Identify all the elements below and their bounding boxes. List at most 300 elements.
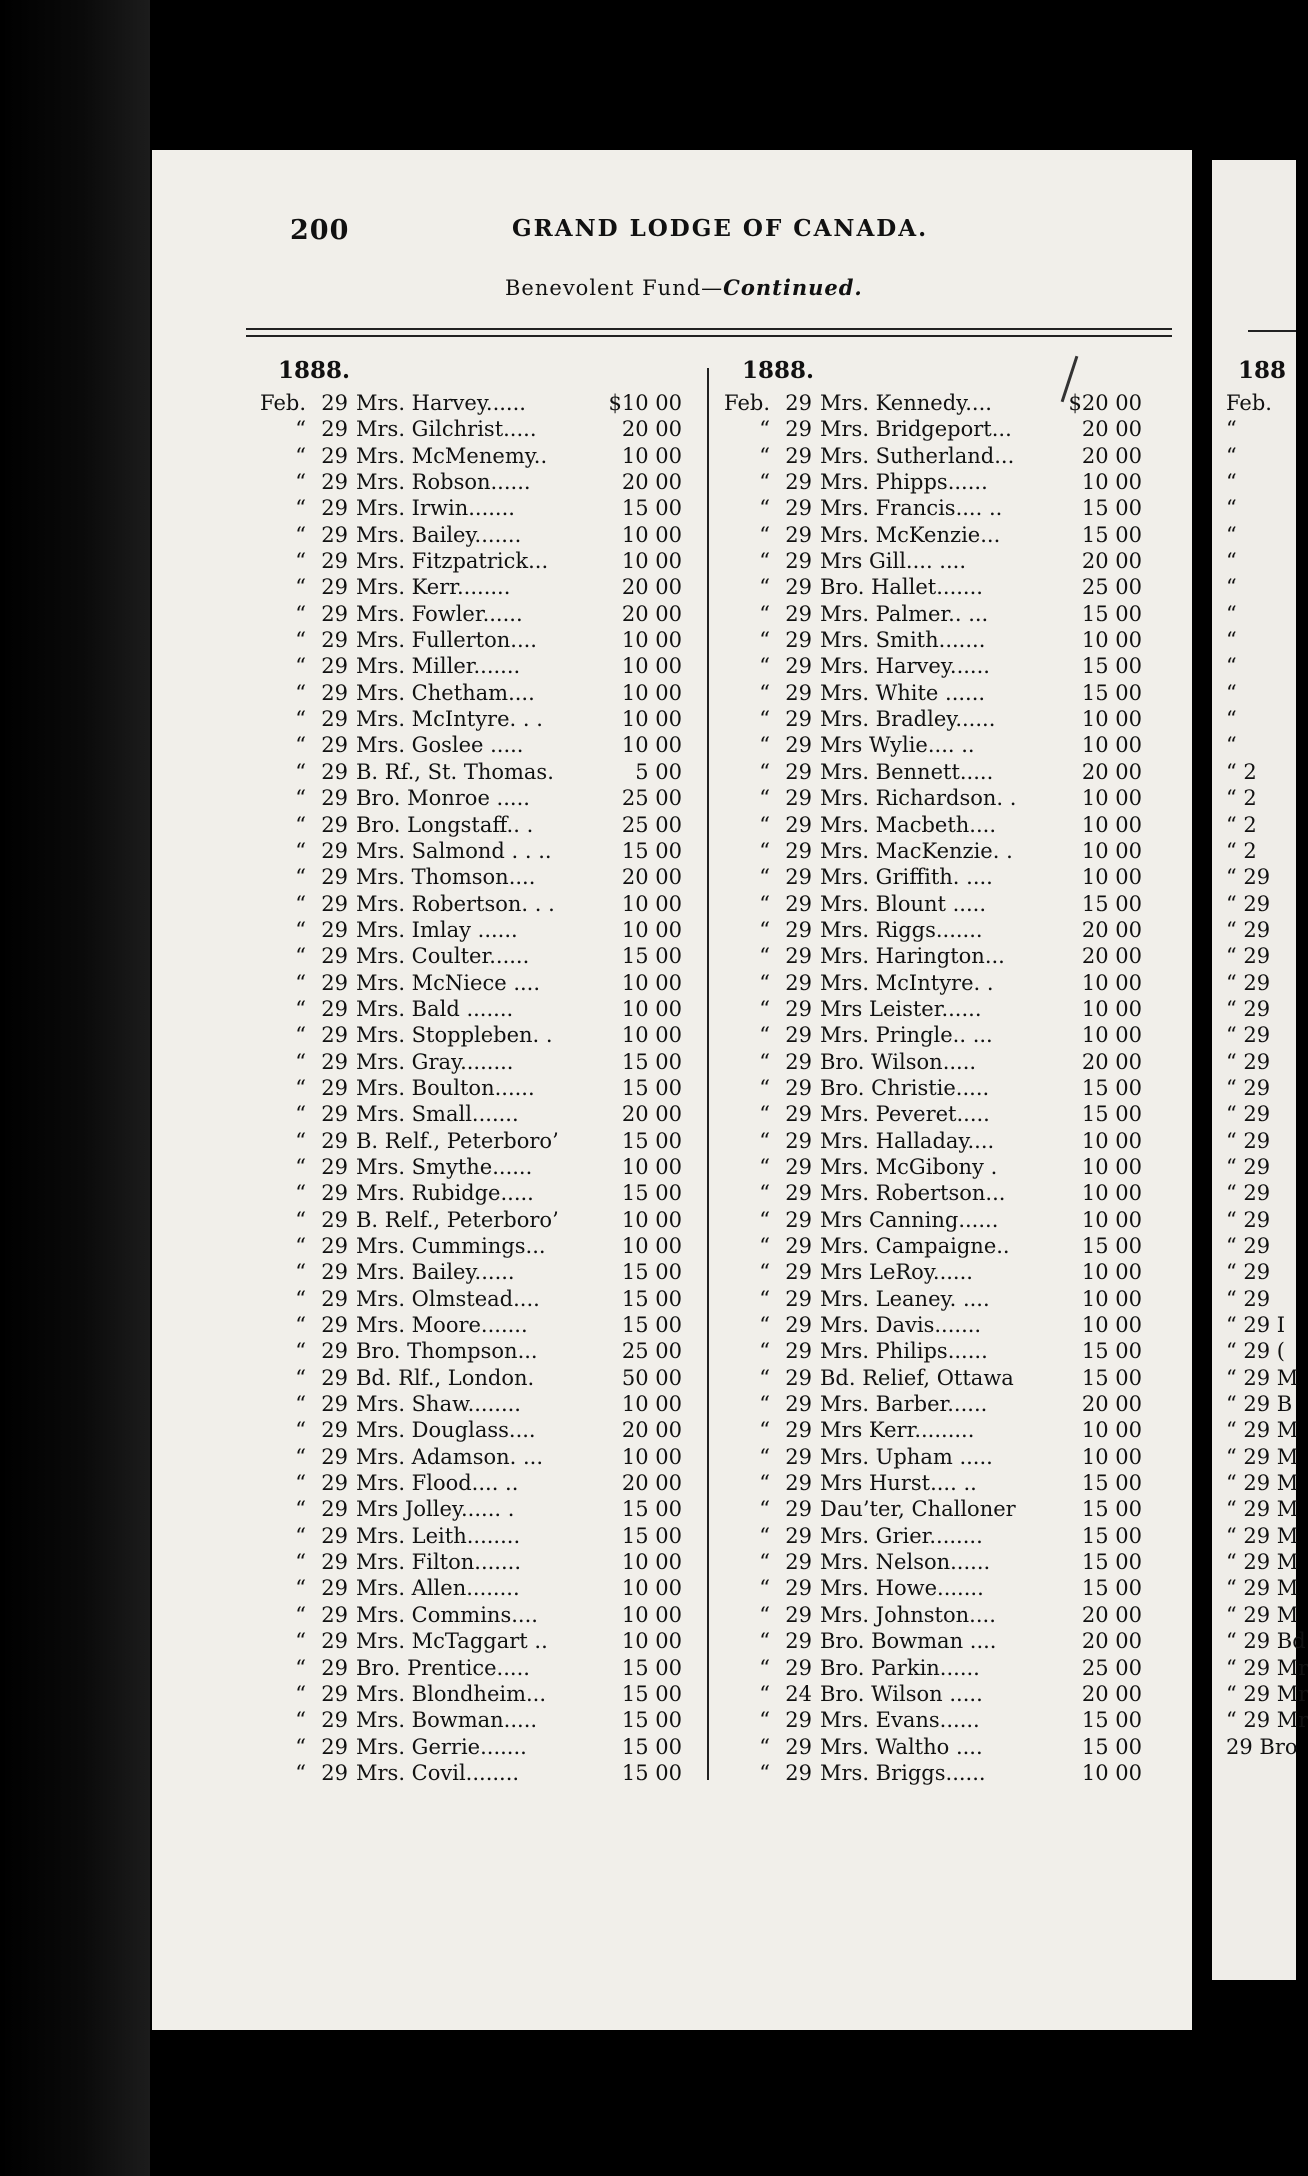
ledger-row xyxy=(248,653,682,679)
entry-month: “ xyxy=(759,1602,770,1627)
entry-month: “ xyxy=(759,1154,770,1179)
entry-amount: 20 00 xyxy=(621,1418,682,1443)
entry-month: “ xyxy=(759,970,770,995)
entry-month: “ xyxy=(295,522,306,547)
ledger-row xyxy=(248,1628,682,1654)
entry-month: “ xyxy=(295,680,306,705)
entry-day: 29 xyxy=(321,1260,348,1285)
entry-amount: 10 00 xyxy=(1081,996,1142,1021)
ledger-row xyxy=(712,1233,1142,1259)
entry-amount: 10 00 xyxy=(621,996,682,1021)
ledger-row xyxy=(712,1734,1142,1760)
entry-day: 29 xyxy=(321,1128,348,1153)
entry-day: 29 xyxy=(785,522,812,547)
entry-amount: 20 00 xyxy=(621,1471,682,1496)
entry-name: Mrs Jolley...... . xyxy=(356,1497,515,1522)
entry-name: Mrs. Bradley...... xyxy=(820,707,996,732)
ledger-row xyxy=(248,996,682,1022)
entry-month: “ xyxy=(759,654,770,679)
entry-amount: 15 00 xyxy=(621,1734,682,1759)
entry-day: 29 xyxy=(785,417,812,442)
ledger-row xyxy=(248,680,682,706)
entry-month: “ xyxy=(759,1286,770,1311)
entry-month: “ xyxy=(295,1681,306,1706)
entry-amount: 25 00 xyxy=(1081,1655,1142,1680)
ledger-row xyxy=(712,1312,1142,1338)
next-page-row-fragment: “ xyxy=(1226,654,1237,679)
entry-amount: 20 00 xyxy=(1081,549,1142,574)
entry-name: Mrs. Harington... xyxy=(820,944,1005,969)
page-number: 200 xyxy=(290,215,350,246)
next-page-row-fragment: 29 Bro xyxy=(1226,1734,1298,1759)
ledger-row xyxy=(248,1470,682,1496)
entry-month: “ xyxy=(759,1313,770,1338)
entry-month: “ xyxy=(759,917,770,942)
entry-month: “ xyxy=(759,1681,770,1706)
entry-amount: 10 00 xyxy=(621,1550,682,1575)
entry-name: Mrs. Bowman..... xyxy=(356,1708,538,1733)
entry-day: 29 xyxy=(321,1734,348,1759)
ledger-row xyxy=(712,469,1142,495)
entry-month: “ xyxy=(295,1734,306,1759)
next-page-row-fragment: “ 29 xyxy=(1226,1023,1271,1048)
next-page-row-fragment: “ 29 xyxy=(1226,1075,1271,1100)
next-page-row-fragment: “ xyxy=(1226,601,1237,626)
entry-name: Mrs. Johnston.... xyxy=(820,1602,996,1627)
entry-name: Mrs. Leith........ xyxy=(356,1523,521,1548)
entry-month: “ xyxy=(759,812,770,837)
entry-name: Mrs. Smith....... xyxy=(820,628,986,653)
entry-day: 29 xyxy=(785,391,812,415)
entry-name: Mrs. McIntyre. . . xyxy=(356,707,543,732)
entry-amount: 20 00 xyxy=(1081,417,1142,442)
entry-day: 29 xyxy=(785,865,812,890)
entry-amount: 50 00 xyxy=(621,1365,682,1390)
entry-amount: 10 00 xyxy=(621,443,682,468)
entry-day: 29 xyxy=(785,759,812,784)
entry-amount: 20 00 xyxy=(1081,917,1142,942)
entry-month: “ xyxy=(759,1418,770,1443)
entry-name: Dau’ter, Challoner xyxy=(820,1497,1016,1522)
entry-amount: 10 00 xyxy=(621,1154,682,1179)
entry-name: Mrs Canning...... xyxy=(820,1207,999,1232)
ledger-row xyxy=(248,943,682,969)
entry-name: Mrs. Harvey...... xyxy=(820,654,990,679)
entry-amount: 25 00 xyxy=(1081,575,1142,600)
ledger-row xyxy=(712,1496,1142,1522)
entry-amount: 15 00 xyxy=(621,496,682,521)
ledger-row xyxy=(712,390,1142,416)
entry-day: 29 xyxy=(785,707,812,732)
ledger-row xyxy=(248,1417,682,1443)
entry-name: Mrs. Phipps...... xyxy=(820,470,988,495)
entry-month: “ xyxy=(759,786,770,811)
entry-name: Mrs. Imlay ...... xyxy=(356,917,518,942)
next-page-row-fragment: “ 29 xyxy=(1226,1102,1271,1127)
ledger-row xyxy=(248,891,682,917)
next-page-row-fragment: “ 29 xyxy=(1226,1049,1271,1074)
next-page-row-fragment: “ 29 Mr xyxy=(1226,1655,1308,1680)
ledger-row xyxy=(248,1760,682,1786)
entry-month: “ xyxy=(295,1102,306,1127)
entry-day: 29 xyxy=(321,917,348,942)
entry-month: “ xyxy=(759,1234,770,1258)
entry-name: Mrs. Richardson. . xyxy=(820,786,1017,811)
entry-day: 29 xyxy=(785,1102,812,1127)
entry-amount: 15 00 xyxy=(621,1286,682,1311)
entry-name: Mrs. Adamson. ... xyxy=(356,1444,544,1469)
entry-month: “ xyxy=(295,1260,306,1285)
entry-amount: 10 00 xyxy=(621,1444,682,1469)
entry-month: “ xyxy=(295,1234,306,1258)
entry-day: 29 xyxy=(785,575,812,600)
ledger-row xyxy=(248,1022,682,1048)
next-page-row-fragment: “ 29 M xyxy=(1226,1444,1299,1469)
entry-amount: 10 00 xyxy=(621,654,682,679)
entry-day: 29 xyxy=(321,944,348,969)
entry-day: 29 xyxy=(321,733,348,758)
entry-month: “ xyxy=(295,417,306,442)
entry-month: “ xyxy=(759,996,770,1021)
entry-name: Bro. Hallet....... xyxy=(820,575,983,600)
entry-amount: 10 00 xyxy=(621,1234,682,1258)
entry-month: “ xyxy=(759,1207,770,1232)
entry-amount: 10 00 xyxy=(621,707,682,732)
next-page-row-fragment: “ xyxy=(1226,470,1237,495)
next-page-row-fragment: “ xyxy=(1226,733,1237,758)
entry-day: 29 xyxy=(785,733,812,758)
entry-name: B. Relf., Peterboro’ xyxy=(356,1207,559,1232)
entry-month: “ xyxy=(759,1471,770,1496)
entry-month: “ xyxy=(759,1392,770,1417)
entry-month: “ xyxy=(759,838,770,863)
entry-month: “ xyxy=(295,1523,306,1548)
entry-name: Mrs. Allen........ xyxy=(356,1576,520,1601)
entry-amount: 20 00 xyxy=(1081,944,1142,969)
entry-name: Mrs. Philips...... xyxy=(820,1339,988,1364)
entry-amount: 15 00 xyxy=(621,1075,682,1100)
entry-month: “ xyxy=(759,707,770,732)
ledger-row xyxy=(712,1286,1142,1312)
entry-amount: 10 00 xyxy=(1081,865,1142,890)
next-page-row-fragment: “ xyxy=(1226,417,1237,442)
entry-month: “ xyxy=(295,1365,306,1390)
entry-month: “ xyxy=(295,443,306,468)
entry-amount: 10 00 xyxy=(621,891,682,916)
ledger-row xyxy=(248,1602,682,1628)
ledger-row xyxy=(248,1496,682,1522)
ledger-row xyxy=(712,680,1142,706)
entry-name: Mrs. Moore....... xyxy=(356,1313,528,1338)
left-column xyxy=(248,352,682,1786)
ledger-row xyxy=(248,1180,682,1206)
entry-month: “ xyxy=(759,733,770,758)
entry-amount: 10 00 xyxy=(1081,707,1142,732)
entry-day: 29 xyxy=(321,549,348,574)
entry-day: 29 xyxy=(321,680,348,705)
entry-month: “ xyxy=(759,759,770,784)
entry-amount: 15 00 xyxy=(1081,1075,1142,1100)
entry-day: 29 xyxy=(785,1655,812,1680)
ledger-row xyxy=(248,495,682,521)
ledger-row xyxy=(248,1312,682,1338)
ledger-row xyxy=(248,1391,682,1417)
entry-name: Mrs. Boulton...... xyxy=(356,1075,535,1100)
section-subtitle xyxy=(505,275,863,300)
entry-name: Mrs. Macbeth.... xyxy=(820,812,996,837)
entry-month: “ xyxy=(759,1576,770,1601)
entry-amount: 10 00 xyxy=(1081,1181,1142,1206)
ledger-row xyxy=(248,390,682,416)
entry-amount: 15 00 xyxy=(621,944,682,969)
entry-month: “ xyxy=(295,1207,306,1232)
entry-day: 29 xyxy=(785,1128,812,1153)
ledger-row xyxy=(712,653,1142,679)
entry-day: 29 xyxy=(785,443,812,468)
entry-name: Mrs. Campaigne.. xyxy=(820,1234,1010,1258)
entry-day: 29 xyxy=(321,522,348,547)
entry-day: 29 xyxy=(321,470,348,495)
entry-day: 29 xyxy=(785,1313,812,1338)
subtitle-italic: Continued. xyxy=(723,275,863,300)
entry-name: Mrs Gill.... .... xyxy=(820,549,966,574)
entry-amount: 15 00 xyxy=(1081,1365,1142,1390)
entry-name: Mrs. Bailey...... xyxy=(356,1260,515,1285)
entry-amount: 20 00 xyxy=(1081,443,1142,468)
ledger-row xyxy=(248,1681,682,1707)
entry-amount: 15 00 xyxy=(621,1049,682,1074)
entry-month: “ xyxy=(759,1181,770,1206)
entry-name: Mrs. Blondheim... xyxy=(356,1681,547,1706)
entry-amount: 15 00 xyxy=(1081,680,1142,705)
entry-month: “ xyxy=(295,759,306,784)
entry-month: “ xyxy=(759,944,770,969)
ledger-row xyxy=(248,469,682,495)
entry-day: 29 xyxy=(321,1629,348,1654)
entry-name: Mrs. MacKenzie. . xyxy=(820,838,1013,863)
entry-month: “ xyxy=(759,1444,770,1469)
entry-month: “ xyxy=(759,1497,770,1522)
ledger-row xyxy=(712,706,1142,732)
entry-amount: 25 00 xyxy=(621,812,682,837)
entry-day: 29 xyxy=(321,1207,348,1232)
entry-day: 29 xyxy=(321,628,348,653)
entry-month: “ xyxy=(759,1523,770,1548)
entry-month: “ xyxy=(295,1286,306,1311)
ledger-row xyxy=(712,1707,1142,1733)
entry-amount: 10 00 xyxy=(621,733,682,758)
ledger-row xyxy=(248,1523,682,1549)
next-page-row-fragment: “ 29 M xyxy=(1226,1523,1299,1548)
entry-name: Mrs. Flood.... .. xyxy=(356,1471,519,1496)
entry-day: 29 xyxy=(785,1760,812,1785)
entry-month: “ xyxy=(295,1418,306,1443)
entry-month: “ xyxy=(759,1629,770,1654)
entry-month: “ xyxy=(295,970,306,995)
entry-amount: 20 00 xyxy=(1081,759,1142,784)
entry-name: Bro. Thompson... xyxy=(356,1339,538,1364)
entry-name: Mrs. McIntyre. . xyxy=(820,970,994,995)
next-page-row-fragment: “ 29 Mr xyxy=(1226,1708,1308,1733)
entry-day: 29 xyxy=(321,1708,348,1733)
entry-name: Mrs. Bridgeport... xyxy=(820,417,1012,442)
ledger-row xyxy=(712,522,1142,548)
entry-day: 29 xyxy=(785,1049,812,1074)
entry-day: 29 xyxy=(321,1181,348,1206)
entry-amount: 20 00 xyxy=(621,1102,682,1127)
entry-name: Mrs. Waltho .... xyxy=(820,1734,983,1759)
entry-name: Mrs. Kennedy.... xyxy=(820,391,992,415)
entry-month: “ xyxy=(759,496,770,521)
entry-day: 29 xyxy=(785,680,812,705)
entry-day: 29 xyxy=(785,1629,812,1654)
entry-day: 29 xyxy=(785,1708,812,1733)
page-title: GRAND LODGE OF CANADA. xyxy=(512,215,929,242)
entry-amount: 15 00 xyxy=(1081,1102,1142,1127)
entry-name: Mrs. Nelson...... xyxy=(820,1550,991,1575)
entry-day: 29 xyxy=(321,1049,348,1074)
entry-amount: 20 00 xyxy=(1081,1681,1142,1706)
ledger-row xyxy=(712,1628,1142,1654)
next-page-rule xyxy=(1248,330,1296,332)
entry-amount: 25 00 xyxy=(621,1339,682,1364)
ledger-row xyxy=(248,416,682,442)
ledger-row xyxy=(712,601,1142,627)
entry-amount: 10 00 xyxy=(621,1602,682,1627)
ledger-row xyxy=(712,627,1142,653)
ledger-row xyxy=(712,1655,1142,1681)
entry-day: 29 xyxy=(785,1286,812,1311)
entry-amount: 10 00 xyxy=(1081,1760,1142,1785)
ledger-row xyxy=(712,548,1142,574)
next-page-row-fragment: “ xyxy=(1226,549,1237,574)
ledger-row xyxy=(248,864,682,890)
entry-month: “ xyxy=(759,1260,770,1285)
ledger-row xyxy=(712,917,1142,943)
entry-day: 29 xyxy=(785,996,812,1021)
entry-month: “ xyxy=(759,443,770,468)
entry-name: Mrs. McNiece .... xyxy=(356,970,541,995)
entry-day: 29 xyxy=(785,1392,812,1417)
entry-amount: 10 00 xyxy=(621,1629,682,1654)
ledger-row xyxy=(712,574,1142,600)
entry-month: “ xyxy=(295,1023,306,1048)
entry-month: “ xyxy=(759,1734,770,1759)
ledger-row xyxy=(248,1207,682,1233)
ledger-row xyxy=(712,1075,1142,1101)
entry-month: “ xyxy=(759,549,770,574)
entry-day: 29 xyxy=(321,1286,348,1311)
ledger-row xyxy=(712,1417,1142,1443)
entry-amount: 15 00 xyxy=(1081,1734,1142,1759)
entry-month: “ xyxy=(295,1550,306,1575)
next-page-row-fragment: “ 29 Mr xyxy=(1226,1681,1308,1706)
entry-name: Mrs. Barber...... xyxy=(820,1392,988,1417)
next-page-row-fragment: “ xyxy=(1226,496,1237,521)
entry-name: Mrs. Davis....... xyxy=(820,1313,982,1338)
ledger-row xyxy=(712,1128,1142,1154)
ledger-row xyxy=(248,759,682,785)
entry-amount: 20 00 xyxy=(1081,1629,1142,1654)
entry-month: “ xyxy=(759,1075,770,1100)
entry-name: Mrs. Bailey....... xyxy=(356,522,522,547)
entry-name: Bro. Longstaff.. . xyxy=(356,812,534,837)
ledger-row xyxy=(248,970,682,996)
entry-name: Mrs. Coulter...... xyxy=(356,944,530,969)
entry-day: 29 xyxy=(321,707,348,732)
entry-day: 29 xyxy=(321,1365,348,1390)
next-page-row-fragment: “ xyxy=(1226,628,1237,653)
top-rule-1 xyxy=(246,328,1172,330)
ledger-row xyxy=(248,1049,682,1075)
entry-name: B. Relf., Peterboro’ xyxy=(356,1128,559,1153)
top-rule-2 xyxy=(246,335,1172,337)
entry-month: “ xyxy=(295,470,306,495)
entry-amount: 15 00 xyxy=(621,1523,682,1548)
entry-name: Mrs. McTaggart .. xyxy=(356,1629,548,1654)
next-page-row-fragment: “ 29 xyxy=(1226,944,1271,969)
next-page-row-fragment: “ 29 xyxy=(1226,1128,1271,1153)
ledger-row xyxy=(248,1338,682,1364)
entry-month: “ xyxy=(295,1049,306,1074)
entry-month: “ xyxy=(295,575,306,600)
entry-amount: 25 00 xyxy=(621,786,682,811)
entry-day: 29 xyxy=(785,1471,812,1496)
entry-day: 29 xyxy=(321,970,348,995)
entry-amount: 10 00 xyxy=(1081,1128,1142,1153)
entry-day: 29 xyxy=(321,1313,348,1338)
entry-day: 29 xyxy=(785,654,812,679)
entry-name: Mrs. Filton....... xyxy=(356,1550,522,1575)
ledger-row xyxy=(712,1391,1142,1417)
entry-amount: 10 00 xyxy=(1081,1418,1142,1443)
entry-name: Mrs. Robertson. . . xyxy=(356,891,555,916)
ledger-row xyxy=(712,785,1142,811)
next-page-row-fragment: “ 29 xyxy=(1226,891,1271,916)
entry-name: Mrs. Evans...... xyxy=(820,1708,980,1733)
entry-amount: 15 00 xyxy=(1081,1576,1142,1601)
entry-month: “ xyxy=(295,707,306,732)
entry-month: “ xyxy=(759,601,770,626)
entry-day: 29 xyxy=(321,891,348,916)
entry-amount: 10 00 xyxy=(1081,970,1142,995)
entry-day: 29 xyxy=(321,1154,348,1179)
next-page-row-fragment: “ xyxy=(1226,522,1237,547)
ledger-row xyxy=(712,1259,1142,1285)
ledger-row xyxy=(248,1101,682,1127)
entry-name: Mrs. Rubidge..... xyxy=(356,1181,534,1206)
entry-name: Mrs. Covil........ xyxy=(356,1760,520,1785)
entry-day: 29 xyxy=(321,1102,348,1127)
ledger-row xyxy=(712,891,1142,917)
next-page-row-fragment: “ xyxy=(1226,680,1237,705)
entry-month: “ xyxy=(759,1365,770,1390)
entry-month: “ xyxy=(295,838,306,863)
entry-amount: 20 00 xyxy=(621,865,682,890)
entry-amount: 10 00 xyxy=(621,1392,682,1417)
next-page-row-fragment: “ 29 xyxy=(1226,1154,1271,1179)
entry-day: 24 xyxy=(785,1681,812,1706)
entry-month: “ xyxy=(295,1760,306,1785)
ledger-row xyxy=(248,1575,682,1601)
entry-day: 29 xyxy=(321,417,348,442)
entry-name: Mrs Kerr......... xyxy=(820,1418,975,1443)
entry-amount: 10 00 xyxy=(1081,1260,1142,1285)
entry-month: “ xyxy=(759,1339,770,1364)
entry-name: Mrs. Leaney. .... xyxy=(820,1286,990,1311)
entry-name: Mrs. McMenemy.. xyxy=(356,443,548,468)
entry-month: “ xyxy=(295,1392,306,1417)
